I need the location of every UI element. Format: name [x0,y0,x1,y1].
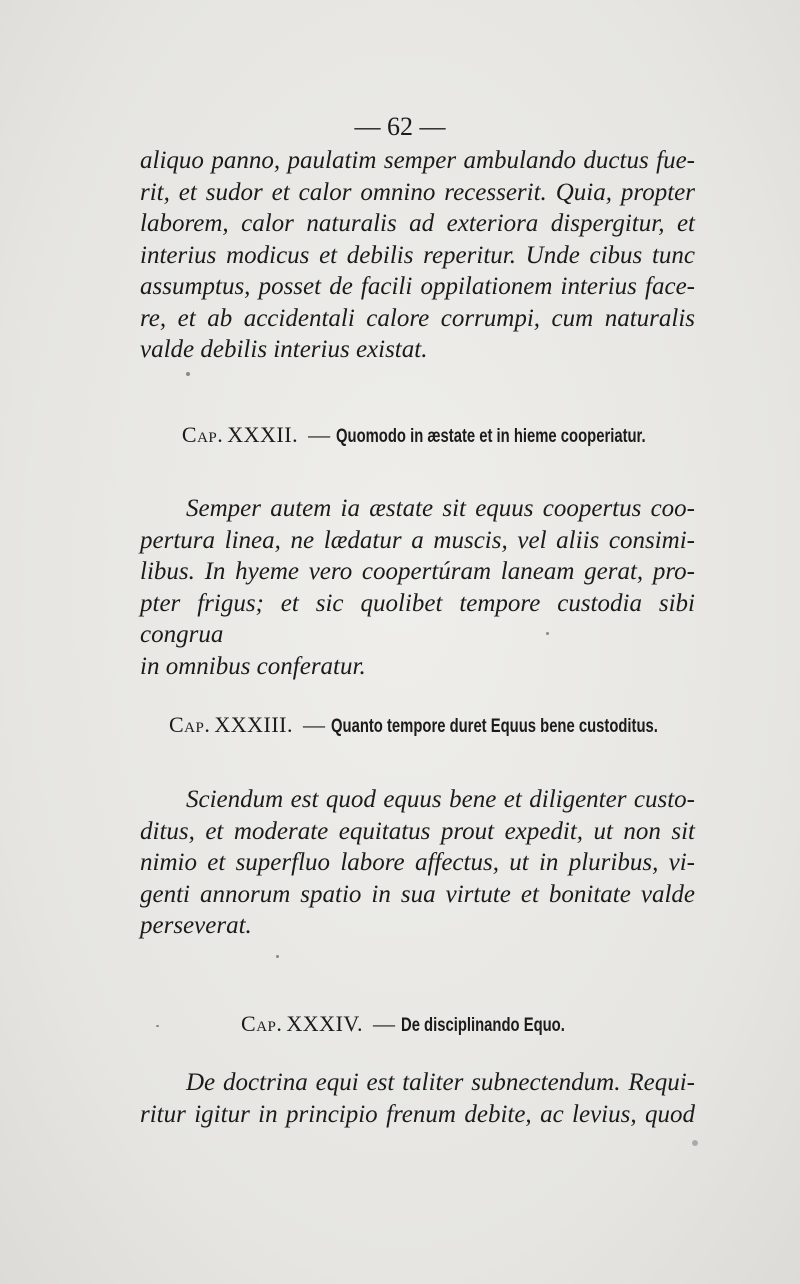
text-line: libus. In hyeme vero coopertúram laneam gerat, pro- [140,558,695,585]
text-line: pertura linea, ne lædatur a muscis, vel aliis consimi- [140,526,695,554]
text-line: rit, et sudor et calor omnino recesserit. Quia, propter [140,178,695,206]
paragraph-chapter-32 [140,493,695,682]
text-line: nimio et superfluo labore affectus, ut in pluribus, vi- [140,849,695,876]
chapter-title: Quomodo in æstate et in hieme cooperiatur. [336,426,646,447]
chapter-dash: — [308,422,331,447]
text-line: interius modicus et debilis reperitur. Unde cibus tunc [140,241,695,269]
chapter-heading-34 [0,1011,800,1037]
paper-speck [276,955,279,958]
text-line: re, et ab accidentali calore corrumpi, cum naturalis [140,304,695,332]
text-line: ditus, et moderate equitatus prout expedit, ut non sit [140,817,695,845]
chapter-label: Cap. [181,422,224,447]
chapter-dash: — [303,712,325,737]
text-line: aliquo panno, paulatim semper ambulando ductus fue- [140,147,695,174]
paragraph-chapter-34 [140,1067,695,1130]
text-line: Semper autem ia æstate sit equus coopertus coo- [186,495,695,522]
text-line: Sciendum est quod equus bene et diligenter custo- [186,786,695,813]
text-line: pter frigus; et sic quolibet tempore custodia sibi congrua [140,589,695,648]
paragraph-continuation [140,145,695,366]
chapter-heading-33 [0,712,800,738]
chapter-label: Cap. [168,712,211,737]
chapter-title: De disciplinando Equo. [400,1015,565,1036]
chapter-dash: — [372,1011,395,1036]
text-line: genti annorum spatio in sua virtute et bonitate valde [140,880,695,908]
chapter-label: Cap. [241,1011,283,1036]
chapter-heading-32 [0,422,800,448]
text-line: in omnibus conferatur. [140,652,366,680]
text-line: perseverat. [140,912,252,939]
chapter-numeral: XXXII. [227,422,299,447]
paper-speck [156,1025,159,1027]
paper-speck [186,372,190,376]
chapter-numeral: XXXIII. [214,712,293,737]
chapter-numeral: XXXIV. [286,1011,363,1036]
text-line: De doctrina equi est taliter subnectendum. Requi- [186,1069,695,1096]
paper-speck [546,632,549,635]
paper-speck [692,1140,698,1146]
text-line: valde debilis interius existat. [140,336,428,363]
text-line: ritur igitur in principio frenum debite, ac levius, quod [140,1100,695,1128]
text-line: assumptus, posset de facili oppilationem interius face- [140,273,695,300]
paragraph-chapter-33 [140,784,695,942]
page-number: — 62 — [354,112,446,141]
text-line: laborem, calor naturalis ad exteriora dispergitur, et [140,210,695,237]
chapter-title: Quanto tempore duret Equus bene custoditus. [331,716,658,737]
